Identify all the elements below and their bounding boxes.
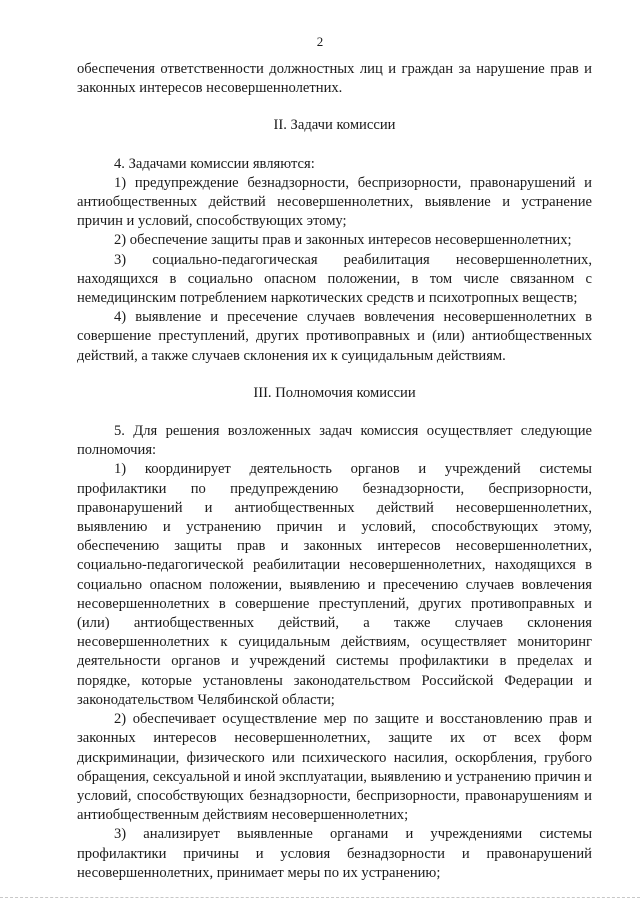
paragraph: 3) анализирует выявленные органами и учреждениями системы профилактики причины и условия безнадзорности и правонарушений несовершеннолетних, принимает меры по их устранению; xyxy=(77,826,592,881)
page-number: 2 xyxy=(316,34,324,49)
section-heading-powers: III. Полномочия комиссии xyxy=(253,384,416,401)
paragraph: 4) выявление и пресечение случаев вовлечения несовершеннолетних в совершение преступлений, других противоправных и (или) антиобщественных действий, а также случаев склонения их к суицидальным действиям. xyxy=(77,309,592,364)
paragraph: 1) координирует деятельность органов и учреждений системы профилактики по предупреждению безнадзорности, беспризорности, правонарушений и антиобщественных действий несовершеннолетних, выявлению и устранению причин и условий, способствующих этому, обеспечению защиты прав и законных интересов несовершеннолетних, социально-педагогической реабилитации несовершеннолетних, находящихся в социально опасном положении, выявлению и пресечению случаев вовлечения несовершеннолетних в совершение преступлений, других противоправных и (или) антиобщественных действий, а также случаев склонения несовершеннолетних к суицидальным действиям, осуществляет мониторинг деятельности органов и учреждений системы профилактики в пределах и порядке, которые установлены законодательством Российской Федерации и законодательством Челябинской области; xyxy=(77,461,592,708)
paragraph: 5. Для решения возложенных задач комиссия осуществляет следующие полномочия: xyxy=(77,423,592,459)
paragraph: 2) обеспечивает осуществление мер по защите и восстановлению прав и законных интересов несовершеннолетних, защите их от всех форм дискриминации, физического или психического насилия, оскорбления, грубого обращения, сексуальной и иной эксплуатации, выявлению и устранению причин и условий, способствующих безнадзорности, беспризорности, правонарушениям и антиобщественным действиям несовершеннолетних; xyxy=(77,711,592,824)
paragraph: 2) обеспечение защиты прав и законных интересов несовершеннолетних; xyxy=(114,232,572,249)
paragraph: 4. Задачами комиссии являются: xyxy=(114,155,315,172)
spacer xyxy=(77,366,592,384)
scan-edge-line xyxy=(0,897,640,899)
paragraph: 1) предупреждение безнадзорности, беспризорности, правонарушений и антиобщественных действий несовершеннолетних, выявление и устранение причин и условий, способствующих этому; xyxy=(77,174,592,230)
paragraph: 3) социально-педагогическая реабилитация несовершеннолетних, находящихся в социально опасном положении, в том числе связанном с немедицинским потреблением наркотических средств и психотропных веществ; xyxy=(77,251,592,307)
section-heading-tasks: II. Задачи комиссии xyxy=(273,117,396,134)
intro-tail-paragraph: обеспечения ответственности должностных лиц и граждан за нарушение прав и законных интересов несовершеннолетних. xyxy=(77,61,592,97)
spacer xyxy=(77,136,592,155)
document-body xyxy=(77,60,592,883)
spacer xyxy=(77,98,592,116)
spacer xyxy=(77,403,592,422)
